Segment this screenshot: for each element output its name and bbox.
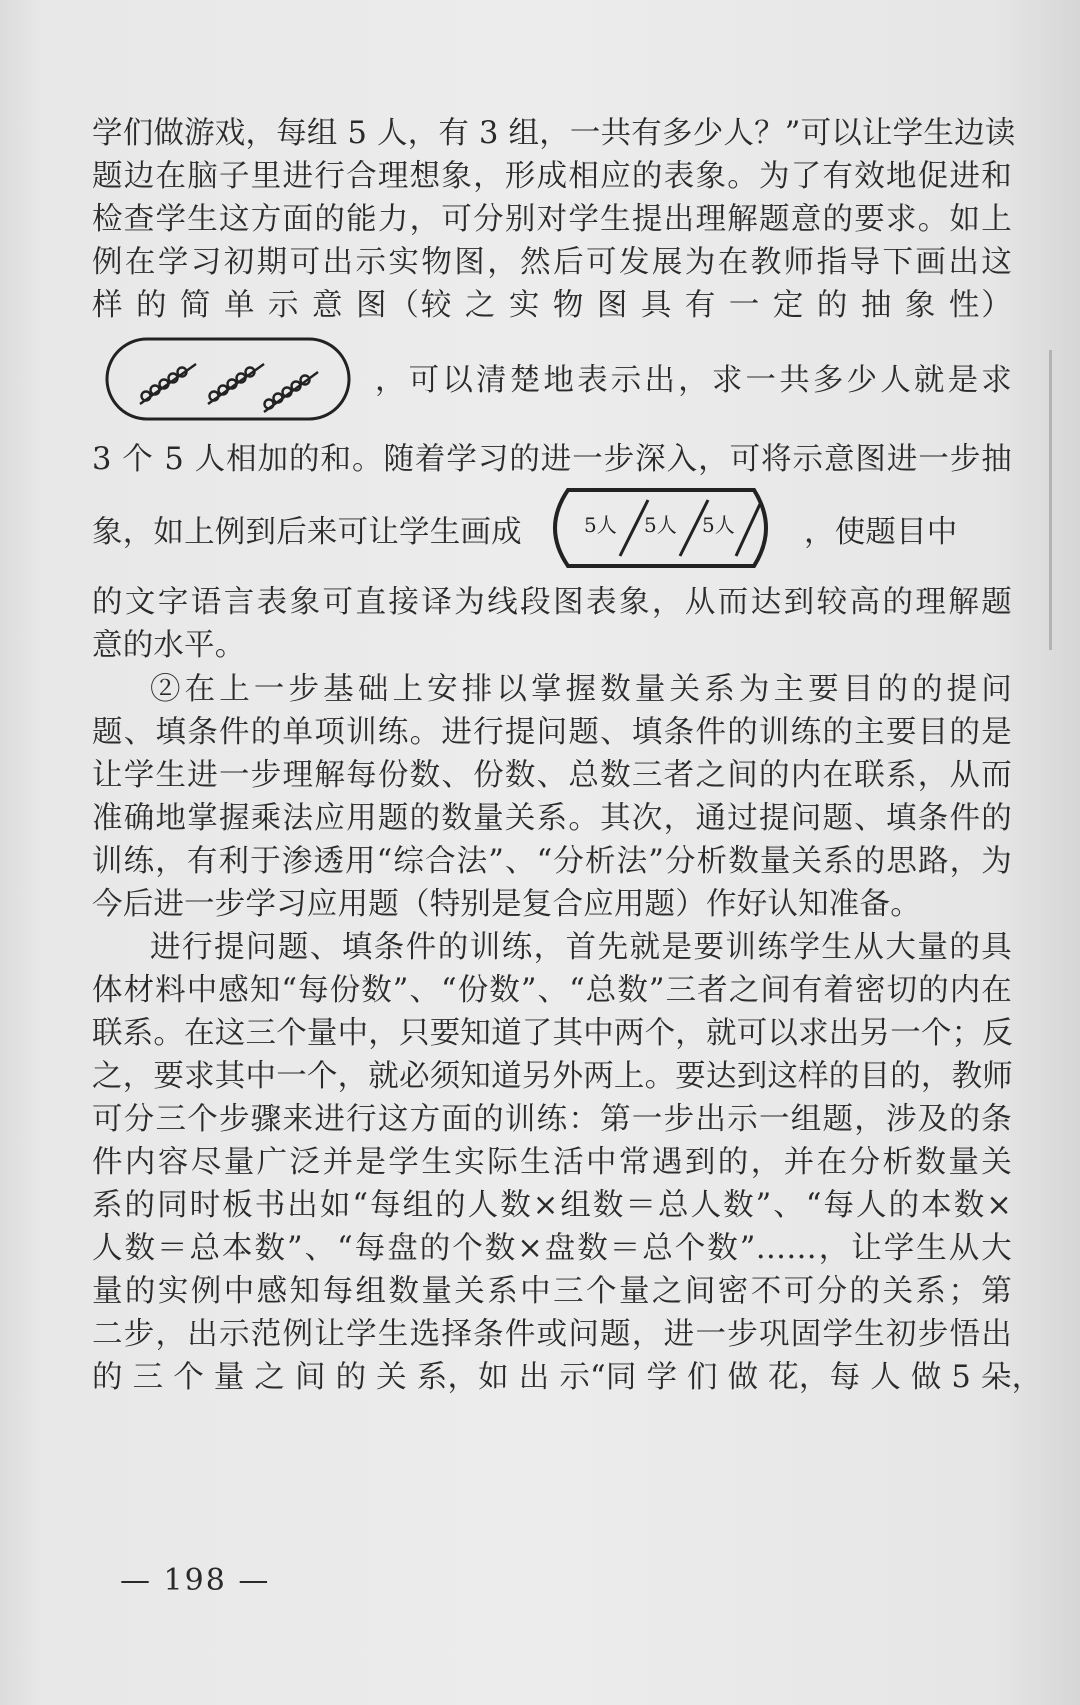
text-line: 件内容尽量广泛并是学生实际生活中常遇到的，并在分析数量关 <box>92 1145 1012 1180</box>
text-line: 量的实例中感知每组数量关系中三个量之间密不可分的关系；第 <box>92 1274 1012 1309</box>
text-line: 今后进一步学习应用题（特别是复合应用题）作好认知准备。 <box>92 887 921 922</box>
text-line: 体材料中感知“每份数”、“份数”、“总数”三者之间有着密切的内在 <box>92 973 1012 1008</box>
figure-line-diagram <box>540 486 780 570</box>
circle-group-3 <box>264 372 318 412</box>
text-line: 意的水平。 <box>92 628 246 663</box>
figure-pictorial-diagram <box>104 336 352 422</box>
text-line: 检查学生这方面的能力，可分别对学生提出理解题意的要求。如上 <box>92 202 1012 237</box>
text-line: 题、填条件的单项训练。进行提问题、填条件的训练的主要目的是 <box>92 715 1012 750</box>
text-line: 学们做游戏，每组 5 人，有 3 组，一共有多少人？”可以让学生边读 <box>92 116 1016 151</box>
segment-label: 5人 <box>702 513 735 537</box>
text-line: 之，要求其中一个，就必须知道另外两上。要达到这样的目的，教师 <box>92 1059 1013 1094</box>
text-line: 象，如上例到后来可让学生画成 <box>92 515 522 550</box>
circle-group-2 <box>208 364 264 404</box>
text-line: 的 三 个 量 之 间 的 关 系，如 出 示“同 学 们 做 花，每 人 做 5 朵， <box>92 1360 1043 1395</box>
text-line: 准确地掌握乘法应用题的数量关系。其次，通过提问题、填条件的 <box>92 801 1012 836</box>
text-line: 例在学习初期可出示实物图，然后可发展为在教师指导下画出这 <box>92 245 1012 280</box>
page-edge-shadow <box>1049 350 1052 650</box>
text-line: ②在上一步基础上安排以掌握数量关系为主要目的的提问 <box>150 672 1012 707</box>
text-line: 的文字语言表象可直接译为线段图表象，从而达到较高的理解题 <box>92 585 1012 620</box>
text-line: 进行提问题、填条件的训练，首先就是要训练学生从大量的具 <box>150 930 1012 965</box>
text-line: 训练，有利于渗透用“综合法”、“分析法”分析数量关系的思路，为 <box>92 844 1012 879</box>
text-line: ，使题目中 <box>804 515 958 550</box>
text-line: 联系。在这三个量中，只要知道了其中两个，就可以求出另一个；反 <box>92 1016 1013 1051</box>
text-line: 可分三个步骤来进行这方面的训练：第一步出示一组题，涉及的条 <box>92 1102 1012 1137</box>
text-line: 题边在脑子里进行合理想象，形成相应的表象。为了有效地促进和 <box>92 159 1012 194</box>
text-line: 二步，出示范例让学生选择条件或问题，进一步巩固学生初步悟出 <box>92 1317 1012 1352</box>
text-line: 样 的 简 单 示 意 图（较 之 实 物 图 具 有 一 定 的 抽 象 性） <box>92 288 1012 323</box>
segment-label: 5人 <box>644 513 677 537</box>
segment-label: 5人 <box>584 513 617 537</box>
text-line: 系的同时板书出如“每组的人数×组数＝总人数”、“每人的本数× <box>92 1188 1012 1223</box>
page-number: — 198 — <box>120 1563 271 1598</box>
text-line: 人数＝总本数”、“每盘的个数×盘数＝总个数”……，让学生从大 <box>92 1231 1012 1266</box>
text-line: ，可以清楚地表示出，求一共多少人就是求 <box>375 363 1012 398</box>
text-line: 让学生进一步理解每份数、份数、总数三者之间的内在联系，从而 <box>92 758 1012 793</box>
text-line: 3 个 5 人相加的和。随着学习的进一步深入，可将示意图进一步抽 <box>92 442 1012 477</box>
circle-group-1 <box>140 364 196 404</box>
